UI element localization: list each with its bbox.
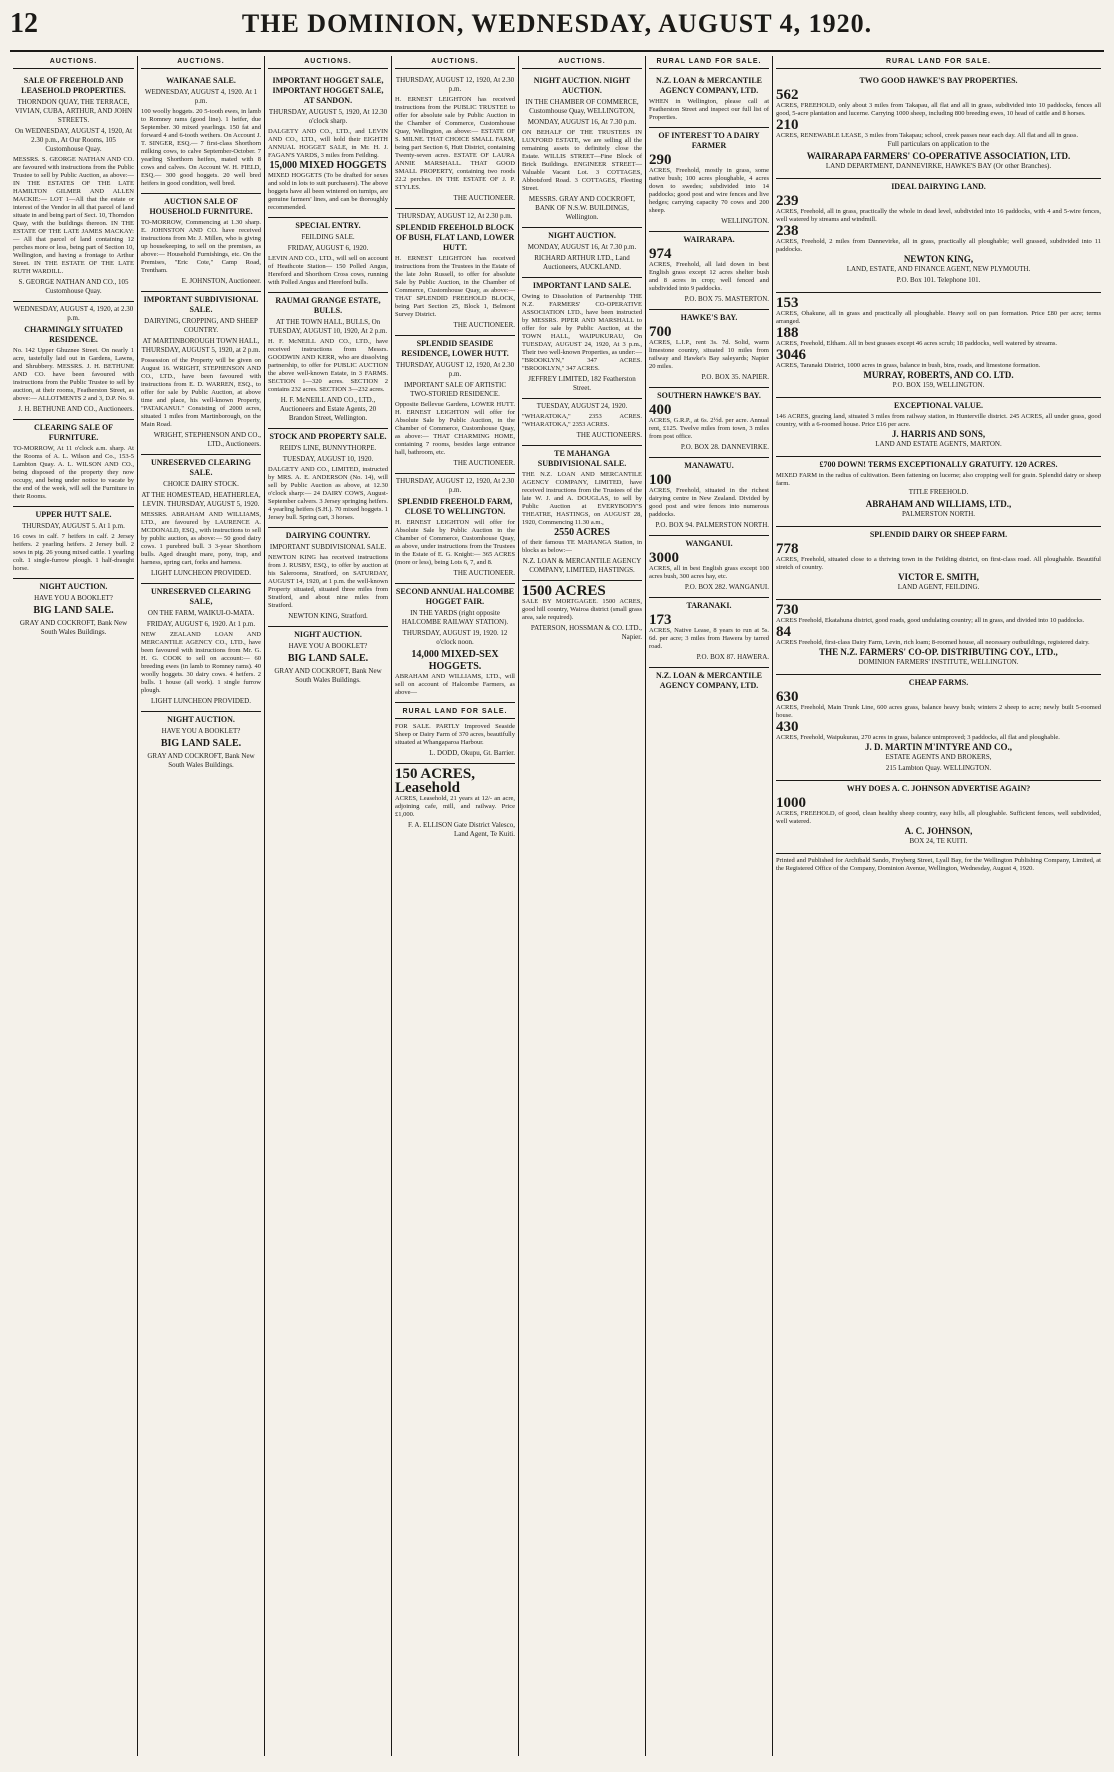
ad-signature: THE AUCTIONEERS. xyxy=(576,431,642,439)
ad-headline: 3046 xyxy=(776,347,806,363)
ad-body: ACRES, Ohakune, all in grass and practically all ploughable. Heavy soil on pan formation. Price £80 per acre; terms arranged. xyxy=(776,310,1101,325)
ad-when: On WEDNESDAY, AUGUST 4, 1920, At 2.30 p.m., At Our Rooms, 105 Customhouse Quay. xyxy=(14,127,133,153)
ad-signature: H. F. McNEILL AND CO., LTD., Auctioneers and Estate Agents, 20 Brandon Street, Wellington. xyxy=(279,396,377,422)
ad-subtitle: THORNDON QUAY, THE TERRACE, VIVIAN, CUBA, ARTHUR, AND JOHN STREETS. xyxy=(14,98,133,124)
ad-signature: P.O. BOX 28. DANNEVIRKE. xyxy=(680,443,769,451)
advertisement xyxy=(141,292,261,455)
column-6 xyxy=(645,56,772,1756)
ad-body: ON BEHALF OF THE TRUSTEES IN LUXFORD ESTATE, we are selling all the remaining assets to definitely close the Estate. WILLIS STREET—Fine Block of Brick Buildings. ENGINEER STREET—Valuable Vacant Lot. 3 COTTAGES, Abbotsford Road. 3 COTTAGES, Fleeting Street. xyxy=(522,129,642,192)
ad-signature: WELLINGTON. xyxy=(721,217,769,225)
ad-body: H. ERNEST LEIGHTON has received instructions from the Trustees in the Estate of the late John Russell, to offer for absolute Sale by Public Auction, in the Chamber of Commerce, Customhouse Quay, as above:— THAT SPLENDID FREEHOLD BLOCK, being Part Section 25, Block 1, Belmont Survey District. xyxy=(395,255,515,318)
ad-title: MANAWATU. xyxy=(684,461,734,470)
ad-signature: GRAY AND COCKROFT, Bank New South Wales Buildings. xyxy=(19,619,128,636)
advertisement xyxy=(649,388,769,458)
advertisement xyxy=(776,457,1101,527)
ad-body: ACRES, Freehold, all laid down in best English grass except 12 acres shelter bush and 8 acres in crop; well fenced and subdivided into 9 paddocks. xyxy=(649,261,769,292)
ad-body: ACRES, G.R.P., at 6s. 2½d. per acre. Annual rent, £125. Twelve miles from town, 3 miles from post office. xyxy=(649,417,769,440)
ad-subtitle: HAVE YOU A BOOKLET? xyxy=(161,727,241,735)
ad-headline: 238 xyxy=(776,223,799,239)
ad-signature: N.Z. LOAN & MERCANTILE AGENCY COMPANY, LIMITED, HASTINGS. xyxy=(522,557,642,574)
advertisement xyxy=(522,581,642,647)
advertisement xyxy=(776,600,1101,675)
ad-subtitle: Full particulars on application to the xyxy=(887,140,990,148)
ad-body: MESSRS. ABRAHAM AND WILLIAMS, LTD., are favoured by LAURENCE A. MCDONALD, ESQ., with instructions to sell by public auction, as above:— 50 good dairy cows. 1 purebred bull. 3 3-year Shorthorn bulls. Aged draught mare, pony, trap, and harness, spring cart, forks and harness. xyxy=(141,511,261,566)
ad-title: SPLENDID FREEHOLD BLOCK OF BUSH, FLAT LAND, LOWER HUTT. xyxy=(395,223,515,252)
ad-headline: BIG LAND SALE. xyxy=(287,653,369,664)
ad-when: THURSDAY, AUGUST 12, 1920, At 2.30 p.m. xyxy=(395,361,515,378)
ad-when: FRIDAY, AUGUST 6, 1920. xyxy=(287,244,369,252)
advertisement xyxy=(141,712,261,775)
ad-signature: LAND AGENT, FEILDING. xyxy=(897,583,980,591)
ad-subtitle: LAND DEPARTMENT, DANNEVIRKE, HAWKE'S BAY (Or other Branches). xyxy=(825,162,1052,170)
ad-body: ACRES, Freehold, Main Trunk Line, 600 acres grass, balance heavy bush; winters 2 sheep to acre; newly built 5-roomed house. xyxy=(776,704,1101,719)
ad-signature: L. DODD, Okupu, Gt. Barrier. xyxy=(429,749,515,757)
ad-when: AT MARTINBOROUGH TOWN HALL, THURSDAY, AUGUST 5, 1920, at 2 p.m. xyxy=(141,337,261,354)
advertisement xyxy=(649,598,769,668)
ad-body: 100 woolly hoggets. 20 5-tooth ewes, in lamb to Romney rams (good line). 1 heifer, due September. 30 mixed yearlings. 150 fat and forward 4 and 6-tooth wethers. On Account J. T. SINGER, ESQ.— 7 first-class Shorthorn milking cows, to calve September-October. 7 yearling Shorthorn heifers, mated with 8 cows and calves. On Account W. H. FIELD, ESQ.— 300 good hoggets. 20 well bred heifers in good condition, well bred. xyxy=(141,108,261,187)
advertisement xyxy=(395,73,515,209)
ad-body: MIXED FARM in the radius of cultivation. Been fattening on lucerne; also cropping well for grain. Splendid dairy or sheep farm. xyxy=(776,472,1101,487)
ad-body: ACRES Freehold, first-class Dairy Farm, Levin, rich loam; 8-roomed house, all necessary outbuildings, registered dairy. xyxy=(776,639,1090,646)
column-header: AUCTIONS. xyxy=(395,56,515,69)
ad-title: CHARMINGLY SITUATED RESIDENCE. xyxy=(24,325,123,344)
advertisement xyxy=(649,458,769,536)
ad-body: ABRAHAM AND WILLIAMS, LTD., will sell on account of Halcombe Farmers, as above— xyxy=(395,673,515,696)
ad-title: UNRESERVED CLEARING SALE, xyxy=(151,587,251,606)
section-header: RURAL LAND FOR SALE. xyxy=(395,706,515,719)
ad-body: MIXED HOGGETS (To be drafted for sexes and sold in lots to suit purchasers). The above hoggets have all been wintered on turnips, are genuine farmers' lines, and can be thoroughly recommended. xyxy=(268,172,388,211)
advertisement xyxy=(776,293,1101,398)
advertisement xyxy=(522,73,642,228)
advertisement xyxy=(395,764,515,844)
advertisement xyxy=(776,527,1101,600)
advertisement xyxy=(141,584,261,712)
advertisement xyxy=(268,73,388,218)
ad-title: SOUTHERN HAWKE'S BAY. xyxy=(657,391,761,400)
ad-signature: MESSRS. GRAY AND COCKROFT, BANK OF N.S.W. BUILDINGS, Wellington. xyxy=(528,195,636,221)
ad-when: THURSDAY, AUGUST 5. At 1 p.m. xyxy=(22,522,125,530)
ad-when: THURSDAY, AUGUST 12, 1920, At 2.30 p.m. xyxy=(395,477,515,494)
ad-signature: THE AUCTIONEER. xyxy=(453,321,515,329)
column-5 xyxy=(518,56,645,1756)
firm-name: VICTOR E. SMITH, xyxy=(898,572,979,582)
ad-body: ACRES, Freehold, all in grass, practically the whole in dead level, subdivided into 16 paddocks, with 4 and 5-wire fences, well watered by streams and windmill. xyxy=(776,208,1101,223)
ad-body: ACRES, RENEWABLE LEASE, 3 miles from Takapau; school, creek passes near each day. All flat and all in grass. xyxy=(776,132,1079,139)
ad-subtitle: IMPORTANT SALE OF ARTISTIC TWO-STORIED RESIDENCE. xyxy=(403,381,507,398)
ad-when: AT THE HOMESTEAD, HEATHERLEA, LEVIN. THURSDAY, AUGUST 5, 1920. xyxy=(141,491,261,508)
ad-headline: 14,000 MIXED-SEX HOGGETS. xyxy=(411,649,499,672)
ad-headline: 153 xyxy=(776,295,799,311)
ad-signature: LIGHT LUNCHEON PROVIDED. xyxy=(150,697,251,705)
ad-title: STOCK AND PROPERTY SALE. xyxy=(269,432,387,441)
page-number: 12 xyxy=(10,8,38,39)
ad-subtitle: LAND AND ESTATE AGENTS, MARTON. xyxy=(875,440,1002,448)
ad-headline: 210 xyxy=(776,117,799,133)
ad-title: IMPORTANT SUBDIVISIONAL SALE. xyxy=(143,295,259,314)
ad-body: No. 142 Upper Ghuznee Street. On nearly 1 acre, tastefully laid out in Gardens, Lawns, and Shrubbery. MESSRS. J. H. BETHUNE AND CO. have been favoured with instructions from the Public Trustee to sell by auction, at their rooms, Featherston Street, as above:— ALLOTMENTS 2 and 3, D.P. No. 9. xyxy=(13,347,134,402)
ad-when: WEDNESDAY, AUGUST 4, 1920. At 1 p.m. xyxy=(144,88,258,105)
ad-body: ACRES, all in best English grass except 100 acres bush, 300 acres hay, etc. xyxy=(649,565,769,580)
ad-signature: LIGHT LUNCHEON PROVIDED. xyxy=(150,569,251,577)
ad-signature: P.O. Box 101. Telephone 101. xyxy=(896,276,981,284)
ad-body: H. ERNEST LEIGHTON will offer for Absolute Sale by Public Auction in the Chamber of Commerce, Customhouse Quay, as above, under instructions from the Trustees in the Estate of E. G. Knight:— 365 ACRES (more or less), being Lots 6, 7, and 8. xyxy=(395,519,515,566)
ad-subtitle: LAND, ESTATE, AND FINANCE AGENT, NEW PLYMOUTH. xyxy=(846,265,1031,273)
ad-subtitle: CHOICE DAIRY STOCK. xyxy=(163,480,239,488)
ad-headline: 974 xyxy=(649,246,672,262)
ad-title: UNRESERVED CLEARING SALE. xyxy=(151,458,251,477)
column-header: AUCTIONS. xyxy=(522,56,642,69)
ad-when: THURSDAY, AUGUST 5, 1920, At 12.30 o'clock sharp. xyxy=(268,108,388,125)
firm-name: ABRAHAM AND WILLIAMS, LTD., xyxy=(865,499,1012,509)
ad-signature: GRAY AND COCKROFT, Bank New South Wales Buildings. xyxy=(274,667,382,684)
firm-name: MURRAY, ROBERTS, AND CO. LTD. xyxy=(863,370,1014,380)
column-7 xyxy=(772,56,1104,1756)
ad-signature: WRIGHT, STEPHENSON AND CO., LTD., Auctioneers. xyxy=(153,431,261,448)
ad-signature: J. H. BETHUNE AND CO., Auctioneers. xyxy=(18,405,134,413)
ad-body: 16 cows in calf. 7 heifers in calf. 2 Jersey heifers. 2 yearling heifers. 2 Jersey bull. 2 sows in pig. 26 young mixed cattle. 1 yearling colt. 1 single-furrow plough. 1 half-draught horse. xyxy=(13,533,134,572)
ad-signature: JEFFREY LIMITED, 182 Featherston Street. xyxy=(528,375,636,392)
advertisement xyxy=(141,455,261,584)
ad-signature: S. GEORGE NATHAN AND CO., 105 Customhouse Quay. xyxy=(18,278,129,295)
advertisement xyxy=(13,579,134,642)
ad-headline: BIG LAND SALE. xyxy=(33,605,114,616)
ad-signature: THE AUCTIONEER. xyxy=(453,569,515,577)
ad-signature: P.O. BOX 159, WELLINGTON. xyxy=(892,381,985,389)
ad-title: SPECIAL ENTRY. xyxy=(295,221,361,230)
ad-when: THURSDAY, AUGUST 12, 1920, At 2.30 p.m. xyxy=(395,76,515,93)
ad-title: WHY DOES A. C. JOHNSON ADVERTISE AGAIN? xyxy=(846,784,1031,793)
firm-name: NEWTON KING, xyxy=(903,254,974,264)
advertisement xyxy=(522,278,642,399)
ad-body: ACRES, Freehold, Eltham. All in best grasses except 46 acres scrub; 18 paddocks, well watered by streams. xyxy=(776,340,1058,347)
ad-headline: 778 xyxy=(776,541,799,557)
ad-title: SPLENDID FREEHOLD FARM, CLOSE TO WELLINGTON. xyxy=(397,497,513,516)
ad-body: SALE BY MORTGAGEE. 1500 ACRES, good hill country, Wairoa district (small grass area, sale required). xyxy=(522,598,642,621)
advertisement xyxy=(13,420,134,507)
ad-when: THURSDAY, AUGUST 19, 1920. 12 o'clock noon. xyxy=(402,629,508,646)
column-header: AUCTIONS. xyxy=(13,56,134,69)
ad-title: CHEAP FARMS. xyxy=(908,678,969,687)
columns xyxy=(10,56,1104,1756)
firm-name: WAIRARAPA FARMERS' CO-OPERATIVE ASSOCIATION, LTD. xyxy=(806,151,1071,161)
ad-title: £700 DOWN! TERMS EXCEPTIONALLY GRATUITY. 120 ACRES. xyxy=(819,460,1058,469)
advertisement xyxy=(141,194,261,292)
ad-title: WAIKANAE SALE. xyxy=(166,76,236,85)
ad-title: OF INTEREST TO A DAIRY FARMER xyxy=(658,131,760,150)
ad-body: ACRES, Freehold, situated close to a thriving town in the Feilding district, on first-class road. All ploughable. Beautiful stretch of country. xyxy=(776,556,1101,571)
column-4 xyxy=(391,56,518,1756)
advertisement xyxy=(268,429,388,528)
advertisement xyxy=(395,336,515,474)
ad-headline: 3000 xyxy=(649,550,679,566)
ad-headline: 400 xyxy=(649,402,672,418)
ad-title: SPLENDID SEASIDE RESIDENCE, LOWER HUTT. xyxy=(401,339,509,358)
advertisement xyxy=(649,536,769,598)
ad-when: THURSDAY, AUGUST 12, At 2.30 p.m. xyxy=(397,212,513,220)
ad-title: HAWKE'S BAY. xyxy=(680,313,738,322)
ad-title: IMPORTANT LAND SALE. xyxy=(532,281,632,290)
ad-signature: P.O. BOX 282. WANGANUI. xyxy=(684,583,769,591)
ad-title: SALE OF FREEHOLD AND LEASEHOLD PROPERTIES. xyxy=(21,76,126,95)
column-header: AUCTIONS. xyxy=(268,56,388,69)
advertisement xyxy=(776,398,1101,457)
advertisement xyxy=(13,507,134,579)
imprint xyxy=(776,854,1101,878)
ad-title: TARANAKI. xyxy=(686,601,732,610)
ad-body: H. ERNEST LEIGHTON has received instructions from the PUBLIC TRUSTEE to offer for absolute sale by Public Auction in the Chamber of Commerce, Customhouse Quay, Wellington, as above:— ESTATE OF S. MILNE. THAT CHOICE SMALL FARM, being part Section 6, Hutt District, containing Twenty-seven acres. ESTATE OF LAURA ANNIE MARSHALL. THAT GOOD SMALL PROPERTY, containing two roods 22.2 perches. IN THE ESTATE OF J. P. STYLES. xyxy=(395,96,515,191)
ad-headline: 290 xyxy=(649,152,672,168)
ad-headline: 730 xyxy=(776,602,799,618)
ad-body: of their famous TE MAHANGA Station, in blocks as below:— xyxy=(522,539,642,554)
ad-headline: 84 xyxy=(776,624,791,640)
ad-title: WANGANUI. xyxy=(685,539,733,548)
ad-when: MONDAY, AUGUST 16, At 7.30 p.m. xyxy=(527,243,637,251)
ad-title: SPLENDID DAIRY OR SHEEP FARM. xyxy=(869,530,1008,539)
advertisement xyxy=(649,310,769,388)
ad-subtitle: ON THE FARM, WAIKUI-O-MATA. xyxy=(147,609,255,617)
advertisement xyxy=(649,232,769,310)
ad-subtitle: IN THE YARDS (right opposite HALCOMBE RAILWAY STATION). xyxy=(401,609,509,626)
advertisement xyxy=(268,528,388,627)
ad-title: RAUMAI GRANGE ESTATE, BULLS. xyxy=(275,296,381,315)
ad-body: ACRES, Taranaki District, 1000 acres in grass, balance in bush, bins, roads, and limestone formation. xyxy=(776,362,1041,369)
ad-headline: 239 xyxy=(776,193,799,209)
ad-headline: 430 xyxy=(776,719,799,735)
column-header: AUCTIONS. xyxy=(141,56,261,69)
ad-title: IMPORTANT HOGGET SALE, IMPORTANT HOGGET SALE, AT SANDON. xyxy=(272,76,384,105)
ad-title: AUCTION SALE OF HOUSEHOLD FURNITURE. xyxy=(149,197,253,216)
advertisement xyxy=(522,399,642,446)
ad-headline: BIG LAND SALE. xyxy=(160,738,242,749)
ad-body: ACRES Freehold, Ekatahuna district, good roads, good undulating country; all in grass, and divided into 10 paddocks. xyxy=(776,617,1085,624)
ad-title: N.Z. LOAN & MERCANTILE AGENCY COMPANY, LTD. xyxy=(655,76,762,95)
advertisement xyxy=(776,675,1101,781)
column-header: RURAL LAND FOR SALE. xyxy=(776,56,1101,69)
advertisement xyxy=(13,302,134,420)
ad-body: FOR SALE. PARTLY Improved Seaside Sheep or Dairy Farm of 370 acres, beautifully situated at Whangaparoa Harbour. xyxy=(395,723,515,746)
newspaper-title: THE DOMINION, WEDNESDAY, AUGUST 4, 1920. xyxy=(241,9,873,38)
ad-headline: 15,000 MIXED HOGGETS xyxy=(269,160,387,171)
ad-subtitle: HAVE YOU A BOOKLET? xyxy=(288,642,368,650)
advertisement xyxy=(395,703,515,764)
advertisement xyxy=(522,446,642,581)
ad-headline: 700 xyxy=(649,324,672,340)
ad-body: DALGETY AND CO., LTD., and LEVIN AND CO., LTD., will hold their EIGHTH ANNUAL HOGGET SALE, in Mr. H. J. FAGAN'S YARDS, 3 miles from Feilding. xyxy=(268,128,388,159)
ad-headline: 150 ACRES, Leasehold xyxy=(395,766,476,796)
ad-headline: 100 xyxy=(649,472,672,488)
ad-body: 146 ACRES, grazing land, situated 3 miles from railway station, in Hunterville district. 245 ACRES, all under grass, good country, with a 6-roomed house. Price £16 per acre. xyxy=(776,413,1101,428)
masthead-rule xyxy=(10,50,1104,52)
ad-when: TUESDAY, AUGUST 24, 1920. xyxy=(536,402,628,410)
ad-headline: 188 xyxy=(776,325,799,341)
ad-headline: 1500 ACRES xyxy=(522,583,606,599)
advertisement xyxy=(776,73,1101,179)
ad-subtitle: FEILDING SALE. xyxy=(301,233,355,241)
ad-body: WHEN in Wellington, please call at Featherston Street and inspect our full list of Properties. xyxy=(649,98,769,121)
ad-subtitle: REID'S LINE, BUNNYTHORPE. xyxy=(279,444,377,452)
ad-title: NIGHT AUCTION. xyxy=(167,715,235,724)
firm-name: J. D. MARTIN M'INTYRE AND CO., xyxy=(865,742,1012,752)
publisher-imprint: Printed and Published for Archibald Sando, Freyberg Street, Lyall Bay, for the Wellington Publishing Company, Limited, at the Registered Office of the Company, Dominion Avenue, Wellington, Wednesday, August 4, 1920. xyxy=(776,857,1101,872)
ad-body: ACRES, Native Lease, 8 years to run at 5s. 6d. per acre; 3 miles from Hawera by tarred road. xyxy=(649,627,769,650)
ad-signature: P.O. BOX 87. HAWERA. xyxy=(696,653,769,661)
ad-when: FRIDAY, AUGUST 6, 1920. At 1 p.m. xyxy=(146,620,256,628)
ad-signature: P.O. BOX 94. PALMERSTON NORTH. xyxy=(655,521,769,529)
ad-headline: 630 xyxy=(776,689,799,705)
advertisement xyxy=(13,73,134,302)
ad-body: ACRES, Leasehold, 21 years at 12/- an acre, adjoining cafe, mill, and railway. Price £1,000. xyxy=(395,795,515,818)
ad-subtitle: DAIRYING, CROPPING, AND SHEEP COUNTRY. xyxy=(144,317,258,334)
advertisement xyxy=(649,73,769,128)
ad-signature: GRAY AND COCKROFT, Bank New South Wales Buildings. xyxy=(147,752,255,769)
ad-body: ACRES, Freehold, Waipukurau, 270 acres in grass, balance unimproved; 3 paddocks, all flat and ploughable. xyxy=(776,734,1060,741)
masthead xyxy=(10,8,1104,48)
ad-signature: PALMERSTON NORTH. xyxy=(901,510,976,518)
ad-signature: PATERSON, HOSSMAN & CO. LTD., Napier. xyxy=(530,624,642,641)
column-header: RURAL LAND FOR SALE. xyxy=(649,56,769,69)
ad-title: TWO GOOD HAWKE'S BAY PROPERTIES. xyxy=(859,76,1018,85)
firm-name: J. HARRIS AND SONS, xyxy=(891,429,986,439)
ad-body: THE N.Z. LOAN AND MERCANTILE AGENCY COMPANY, LIMITED, have received instructions from the Trustees of the late W. J. and A. DOUGLAS, to sell by Public Auction at EVERYBODY'S THEATRE, HASTINGS, on AUGUST 28, 1920, Commencing 11.30 a.m., xyxy=(522,471,642,526)
ad-title: EXCEPTIONAL VALUE. xyxy=(893,401,984,410)
advertisement xyxy=(522,228,642,278)
firm-name: A. C. JOHNSON, xyxy=(904,826,973,836)
advertisement xyxy=(141,73,261,194)
ad-headline: 1000 xyxy=(776,795,806,811)
firm-name: THE N.Z. FARMERS' CO-OP. DISTRIBUTING COY., LTD., xyxy=(819,647,1058,657)
ad-title: IDEAL DAIRYING LAND. xyxy=(891,182,986,191)
ad-when: AT THE TOWN HALL, BULLS, On TUESDAY, AUGUST 10, 1920, At 2 p.m. xyxy=(268,318,388,335)
advertisement xyxy=(268,293,388,429)
advertisement xyxy=(776,781,1101,854)
ad-title: SECOND ANNUAL HALCOMBE HOGGET FAIR. xyxy=(395,587,515,606)
ad-title: NIGHT AUCTION. xyxy=(294,630,362,639)
column-3 xyxy=(264,56,391,1756)
ad-when: MONDAY, AUGUST 16, At 7.30 p.m. xyxy=(527,118,637,126)
ad-signature: RICHARD ARTHUR LTD., Land Auctioneers, AUCKLAND. xyxy=(534,254,630,271)
ad-signature: THE AUCTIONEER. xyxy=(453,194,515,202)
ad-subtitle: ESTATE AGENTS AND BROKERS, xyxy=(885,753,992,761)
advertisement xyxy=(649,668,769,698)
ad-subtitle: IMPORTANT SUBDIVISIONAL SALE. xyxy=(269,543,387,551)
ad-signature: 215 Lambton Quay. WELLINGTON. xyxy=(885,764,992,772)
ad-body: Opposite Bellevue Gardens, LOWER HUTT. H. ERNEST LEIGHTON will offer for Absolute Sale by Public Auction, in the Chamber of Commerce, Customhouse Quay, as above:— THAT CHARMING HOME, containing 7 rooms, besides large entrance hall, bathroom, etc. xyxy=(395,401,515,456)
ad-body: NEWTON KING has received instructions from J. RUSBY, ESQ., to offer by auction at his Salerooms, Stratford, on SATURDAY, AUGUST 14, 1920, at 1 p.m. the well-known Property situated, situated three miles from Stratford, and about nine miles from Stratford. xyxy=(268,554,388,609)
ad-body: ACRES, Freehold, 2 miles from Dannevirke, all in grass, practically all ploughable; well grassed, subdivided into 11 paddocks. xyxy=(776,238,1101,253)
advertisement xyxy=(395,584,515,703)
ad-body: ACRES, FREEHOLD, only about 3 miles from Takapau, all flat and all in grass, subdivided into 10 paddocks, fences all good, 5-acre plantation and lucerne. Carrying 1000 sheep, including 800 breeding ewes, 10 head of cattle and 8 horses. xyxy=(776,102,1101,117)
ad-body: ACRES, Freehold, situated in the richest dairying centre in New Zealand. Divided by good post and wire fences into numerous paddocks. xyxy=(649,487,769,518)
ad-signature: THE AUCTIONEER. xyxy=(453,459,515,467)
ad-signature: F. A. ELLISON Gate District Valesco, Land Agent, Te Kuiti. xyxy=(407,821,515,838)
ad-body: ACRES, L.I.P., rent 3s. 7d. Solid, warm limestone country, situated 10 miles from railway and Hawke's Bay saleyards; Napier 20 miles. xyxy=(649,339,769,370)
ad-headline: 173 xyxy=(649,612,672,628)
ad-body: "WHARATOKA," 2353 ACRES. "WHARATOKA," 2353 ACRES. xyxy=(522,413,642,428)
ad-title: N.Z. LOAN & MERCANTILE AGENCY COMPANY, LTD. xyxy=(655,671,762,690)
ad-body: DALGETY AND CO., LIMITED, instructed by MRS. A. E. ANDERSON (No. 14), will sell by Public Auction as above, at 12.30 o'clock sharp:— 24 DAIRY COWS, August-September calvers. 3 Jersey springing heifers. 4 yearling heifers (S.H.). 70 mixed hoggets. 1 Jersey bull. Spring cart, 3 horses. xyxy=(268,466,388,521)
ad-body: ACRES, FREEHOLD, of good, clean healthy sheep country, easy hills, all ploughable. Sufficient fences, well subdivided, well watered. xyxy=(776,810,1101,825)
ad-title: NIGHT AUCTION. xyxy=(39,582,108,591)
ad-body: TO-MORROW, At 11 o'clock a.m. sharp. At the Rooms of A. L. Wilson and Co., 153-5 Lambton Quay. A. L. WILSON AND CO., being disposed of the property they now occupy, and being under notice to vacate by the end of the week, will sell the Furniture in their Rooms. xyxy=(13,445,134,500)
ad-body: H. F. McNEILL AND CO., LTD., have received instructions from Messrs. GOODWIN AND KERR, who are dissolving partnership, to offer for PUBLIC AUCTION the above well-known Estate, in 3 FARMS. SECTION 1—320 acres. SECTION 2 contains 232 acres. SECTION 3—232 acres. xyxy=(268,338,388,393)
column-2 xyxy=(137,56,264,1756)
ad-body: LEVIN AND CO., LTD., will sell on account of Heathcote Station— 150 Polled Angus, Hereford and Shorthorn Cross cows, running with Polled Angus and Hereford bulls. xyxy=(268,255,388,286)
ad-signature: NEWTON KING, Stratford. xyxy=(288,612,368,620)
column-1 xyxy=(10,56,137,1756)
ad-signature: P.O. BOX 35. NAPIER. xyxy=(701,373,769,381)
ad-title: WAIRARAPA. xyxy=(683,235,735,244)
advertisement xyxy=(268,218,388,293)
advertisement xyxy=(395,474,515,584)
ad-body: TO-MORROW, Commencing at 1.30 sharp. E. JOHNSTON AND CO. have received instructions from Mr. J. Millen, who is giving up housekeeping, to sell on the premises, as above:— Household Furnishings, etc. On the Premises, "Eric Cote," Camp Road, Trentham. xyxy=(141,219,261,274)
ad-subtitle: HAVE YOU A BOOKLET? xyxy=(34,594,113,602)
advertisement xyxy=(395,209,515,336)
ad-when: WEDNESDAY, AUGUST 4, 1920, at 2.30 p.m. xyxy=(13,305,134,322)
ad-body: Possession of the Property will be given on August 16. WRIGHT, STEPHENSON AND CO., LTD., have been favoured with instructions from E. D. WARREN, ESQ., to offer for sale by Public Auction, at above time and place, his well-known Property, "PATAKANUI." Consisting of 2000 acres, situated 1 miles from Martinborough, on the Main Road. xyxy=(141,357,261,428)
ad-title: CLEARING SALE OF FURNITURE. xyxy=(33,423,114,442)
advertisement xyxy=(776,179,1101,293)
ad-title: TE MAHANGA SUBDIVISIONAL SALE. xyxy=(537,449,627,468)
ad-signature: P.O. BOX 75. MASTERTON. xyxy=(684,295,769,303)
ad-signature: DOMINION FARMERS' INSTITUTE, WELLINGTON. xyxy=(858,658,1019,666)
ad-subtitle: IN THE CHAMBER OF COMMERCE, Customhouse Quay, WELLINGTON, xyxy=(525,98,639,115)
ad-signature: E. JOHNSTON, Auctioneer. xyxy=(181,277,261,285)
ad-headline: 562 xyxy=(776,87,799,103)
ad-body: Owing to Dissolution of Partnership THE N.Z. FARMERS' CO-OPERATIVE ASSOCIATION LTD., have been instructed by MESSRS. PIPER AND MARSHALL to offer for sale by Public Auction, at the TOWN HALL, WAIPUKURAU, On TUESDAY, AUGUST 24, 1920, At 3 p.m., Their two well-known Properties, as under:— "BROOKLYN," 347 ACRES. "BROOKLYN," 347 ACRES. xyxy=(522,293,642,372)
ad-body: NEW ZEALAND LOAN AND MERCANTILE AGENCY CO., LTD., have been favoured with instructions from Mr. G. H. G. COOK to sell on account:— 60 breeding ewes (in lamb to Romney rams). 40 woolly hoggets. 30 dairy cows. 4 heifers. 2 bulls. 1 house (all work). 1 single furrow plough. xyxy=(141,631,261,694)
advertisement xyxy=(268,627,388,690)
ad-title: NIGHT AUCTION. NIGHT AUCTION. xyxy=(533,76,631,95)
ad-signature: BOX 24, TE KUITI. xyxy=(909,837,968,845)
advertisement xyxy=(649,128,769,232)
ad-when: TUESDAY, AUGUST 10, 1920. xyxy=(282,455,374,463)
ad-body: MESSRS. S. GEORGE NATHAN AND CO. are favoured with instructions from the Public Trustee to sell by Public Auction, as above:— IN THE ESTATES OF THE LATE HAMILTON GILMER AND ALLEN MACKIE:— LOT 1—All that the estate or interest of the Vendor in all that parcel of land situate in and being part of Sect. 10, Thorndon Quay, with the buildings thereon. IN THE ESTATE OF THE LATE JAMES MACKAY:— All that parcel of land containing 12 perches more or less, being part of Section 10, Wellington, and having a frontage to Arthur Street. IN THE ESTATE OF THE LATE RUTH WARDILL. xyxy=(13,156,134,275)
ad-title: DAIRYING COUNTRY. xyxy=(285,531,371,540)
ad-title: NIGHT AUCTION. xyxy=(548,231,616,240)
ad-subtitle: TITLE FREEHOLD. xyxy=(908,488,969,496)
ad-title: UPPER HUTT SALE. xyxy=(35,510,112,519)
ad-body: ACRES, Freehold, mostly in grass, some native bush; 100 acres ploughable, 4 acres down to swedes; subdivided into 14 paddocks; good post and wire fences and live hedges; carrying capacity 70 cows and 200 sheep. xyxy=(649,167,769,214)
ad-headline: 2550 ACRES xyxy=(554,527,610,538)
